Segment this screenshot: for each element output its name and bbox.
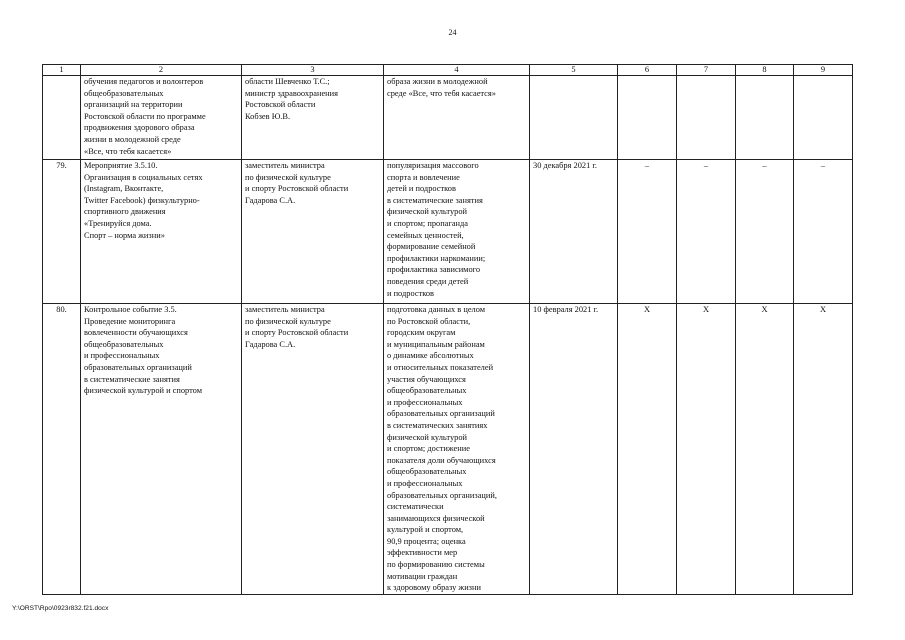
mark-cell xyxy=(794,76,853,160)
row-number: 79. xyxy=(43,160,81,304)
row-number xyxy=(43,76,81,160)
page-number: 24 xyxy=(448,28,457,37)
column-number: 7 xyxy=(677,65,736,76)
event-cell: Контрольное событие 3.5. Проведение мониторинга вовлеченности обучающихся общеобразовательных и профессиональных образовательных организаций в систематические занятия физической культурой и спортом xyxy=(81,304,242,595)
column-number: 9 xyxy=(794,65,853,76)
table-row xyxy=(43,160,853,304)
mark-cell xyxy=(677,76,736,160)
result-cell: образа жизни в молодежной среде «Все, что тебя касается» xyxy=(384,76,530,160)
row-number: 80. xyxy=(43,304,81,595)
mark-cell: – xyxy=(677,160,736,304)
event-cell: обучения педагогов и волонтеров общеобразовательных организаций на территории Ростовской области по программе продвижения здорового образа жизни в молодежной среде «Все, что тебя касается» xyxy=(81,76,242,160)
column-number-row xyxy=(43,65,853,76)
file-path: Y:\ORST\Rpo\0923r832.f21.docx xyxy=(12,605,109,612)
table-row xyxy=(43,304,853,595)
responsible-cell: области Шевченко Т.С.; министр здравоохранения Ростовской области Кобзев Ю.В. xyxy=(242,76,384,160)
column-number: 8 xyxy=(736,65,794,76)
responsible-cell: заместитель министра по физической культуре и спорту Ростовской области Гадарова С.А. xyxy=(242,160,384,304)
mark-cell: Х xyxy=(677,304,736,595)
mark-cell: Х xyxy=(618,304,677,595)
column-number: 2 xyxy=(81,65,242,76)
column-number: 1 xyxy=(43,65,81,76)
result-cell: подготовка данных в целом по Ростовской области, городским округам и муниципальным районам о динамике абсолютных и относительных показателей участия обучающихся общеобразовательных и профессиональных образовательных организаций в систематических занятиях физической культурой и спортом; достижение показателя доли обучающихся общеобразовательных и профессиональных образовательных организаций, систематически занимающихся физической культурой и спортом, 90,9 процента; оценка эффективности мер по формированию системы мотивации граждан к здоровому образу жизни xyxy=(384,304,530,595)
mark-cell: – xyxy=(618,160,677,304)
date-cell: 10 февраля 2021 г. xyxy=(530,304,618,595)
date-cell: 30 декабря 2021 г. xyxy=(530,160,618,304)
event-cell: Мероприятие 3.5.10. Организация в социальных сетях (Instagram, Вконтакте, Twitter Facebook) физкультурно- спортивного движения «Тренируйся дома. Спорт – норма жизни» xyxy=(81,160,242,304)
table-row xyxy=(43,76,853,160)
mark-cell xyxy=(618,76,677,160)
mark-cell: Х xyxy=(794,304,853,595)
column-number: 3 xyxy=(242,65,384,76)
result-cell: популяризация массового спорта и вовлечение детей и подростков в систематические занятия физической культурой и спортом; пропаганда семейных ценностей, формирование семейной профилактики наркомании; профилактика зависимого поведения среди детей и подростков xyxy=(384,160,530,304)
mark-cell xyxy=(736,76,794,160)
column-number: 6 xyxy=(618,65,677,76)
mark-cell: – xyxy=(794,160,853,304)
mark-cell: – xyxy=(736,160,794,304)
program-table xyxy=(42,64,853,595)
column-number: 4 xyxy=(384,65,530,76)
responsible-cell: заместитель министра по физической культуре и спорту Ростовской области Гадарова С.А. xyxy=(242,304,384,595)
date-cell xyxy=(530,76,618,160)
mark-cell: Х xyxy=(736,304,794,595)
column-number: 5 xyxy=(530,65,618,76)
